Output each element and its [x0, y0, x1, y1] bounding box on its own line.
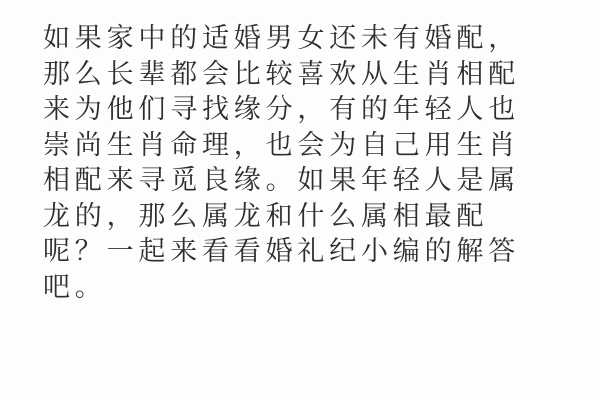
article-paragraph: [43, 21, 563, 305]
paragraph-line: 呢？一起来看看婚礼纪小编的解答: [43, 236, 520, 267]
paragraph-line: 崇尚生肖命理，也会为自己用生肖: [43, 129, 520, 161]
paragraph-line: 那么长辈都会比较喜欢从生肖相配: [43, 58, 520, 90]
paragraph-line: 吧。: [43, 271, 107, 303]
paragraph-line: 如果家中的适婚男女还未有婚配，: [43, 23, 520, 54]
paragraph-line: 相配来寻觅良缘。如果年轻人是属: [43, 165, 520, 196]
paragraph-line: 龙的，那么属龙和什么属相最配: [43, 200, 489, 232]
paragraph-line: 来为他们寻找缘分，有的年轻人也: [43, 94, 520, 125]
